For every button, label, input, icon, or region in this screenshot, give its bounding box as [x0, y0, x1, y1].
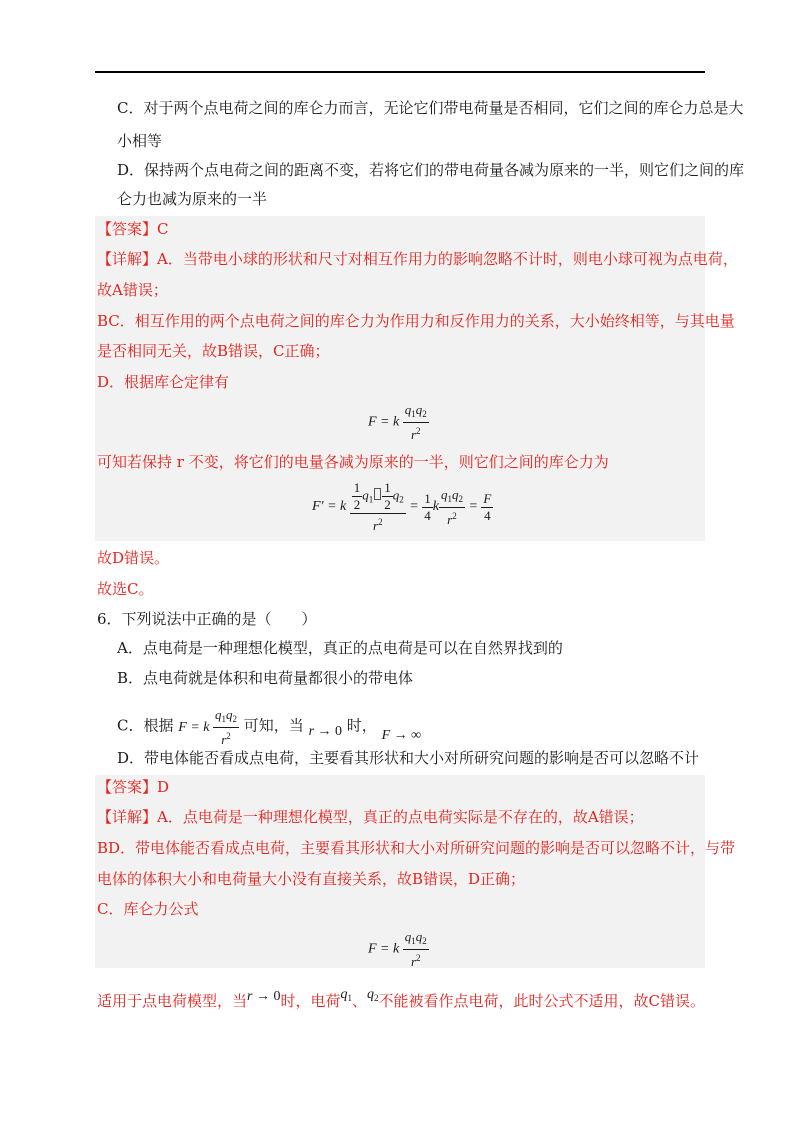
q6-limit-r: r → 0: [247, 989, 281, 1004]
q5-answer: 【答案】C: [97, 220, 169, 238]
q6-option-c-mid2: 时，: [346, 716, 377, 735]
header-rule: [95, 71, 705, 73]
q6-option-c-pre: C．根据: [117, 716, 174, 735]
q6-option-c-limit-r: r → 0: [308, 723, 343, 739]
q5-option-c-line1: C．对于两个点电荷之间的库仑力而言，无论它们带电荷量是否相同，它们之间的库仑力总是大: [117, 99, 744, 117]
q6-explain-5-c: 、: [351, 992, 367, 1010]
coulomb-formula-2: F = k $\frac{q_1q_2}{r^2}$: [368, 929, 427, 969]
q6-explain-5: [97, 987, 705, 1016]
q5-explain-4: 是否相同无关，故B错误，C正确；: [97, 342, 330, 360]
coulomb-formula-1: F = k $\frac{q_1q_2}{r^2}$: [368, 402, 427, 442]
q6-option-c-mid: 可知，当: [243, 716, 304, 735]
q6-explain-5-d: 不能被看作点电荷，此时公式不适用，故C错误。: [378, 992, 705, 1010]
q6-option-a: A．点电荷是一种理想化模型，真正的点电荷是可以在自然界找到的: [117, 639, 563, 657]
q6-explain-4: C．库仑力公式: [97, 900, 199, 918]
q6-answer: 【答案】D: [97, 778, 170, 796]
q5-explain-1: 【详解】A．当带电小球的形状和尺寸对相互作用力的影响忽略不计时，则电小球可视为点电荷，: [97, 250, 738, 268]
q6-option-c-limit-f: F → ∞: [381, 727, 422, 743]
q6-explain-1: 【详解】A．点电荷是一种理想化模型，真正的点电荷实际是不存在的，故A错误；: [97, 808, 644, 826]
q6-explain-5-a: 适用于点电荷模型，当: [97, 992, 248, 1010]
q5-option-d-line1: D．保持两个点电荷之间的距离不变，若将它们的带电荷量各减为原来的一半，则它们之间的库: [117, 161, 745, 179]
q6-option-c-formula: F = k $\frac{q_1q_2}{r^2}$: [178, 707, 237, 747]
q6-explain-5-b: 时，电荷: [280, 992, 341, 1010]
q5-option-c-line2: 小相等: [117, 132, 163, 150]
q6-explain-3: 电体的体积大小和电荷量大小没有直接关系，故B错误，D正确；: [97, 870, 526, 888]
q5-explain-8: 故选C。: [97, 580, 154, 598]
coulomb-formula-halved: F′ = k $\frac{1}{2}$ $q_1$ $\frac{1}{2}$ $q_2$ $r^2$ = $\frac{1}{4}$ k $\frac{q_1q_2}{r^2}$ = $\frac{F}{4}$: [312, 480, 492, 533]
q6-option-b: B．点电荷就是体积和电荷量都很小的带电体: [117, 669, 414, 687]
q6-option-c: [117, 707, 421, 748]
q5-explain-6: 可知若保持 r 不变，将它们的电量各减为原来的一半，则它们之间的库仑力为: [97, 453, 609, 471]
q5-explain-5: D．根据库仑定律有: [97, 373, 230, 391]
q6-charge-q2: $q_2$: [367, 987, 379, 1003]
q6-option-d: D．带电体能否看成点电荷，主要看其形状和大小对所研究问题的影响是否可以忽略不计: [117, 749, 700, 767]
q5-explain-7: 故D错误。: [97, 549, 170, 567]
q5-explain-3: BC．相互作用的两个点电荷之间的库仑力为作用力和反作用力的关系，大小始终相等，与其电量: [97, 312, 735, 330]
q6-stem: 6．下列说法中正确的是（ ）: [97, 610, 317, 628]
q6-explain-2: BD．带电体能否看成点电荷，主要看其形状和大小对所研究问题的影响是否可以忽略不计，与带: [97, 839, 736, 857]
q5-option-d-line2: 仑力也减为原来的一半: [117, 190, 268, 208]
q5-explain-2: 故A错误；: [97, 281, 168, 299]
q6-charge-q1: $q_1$: [340, 987, 352, 1003]
